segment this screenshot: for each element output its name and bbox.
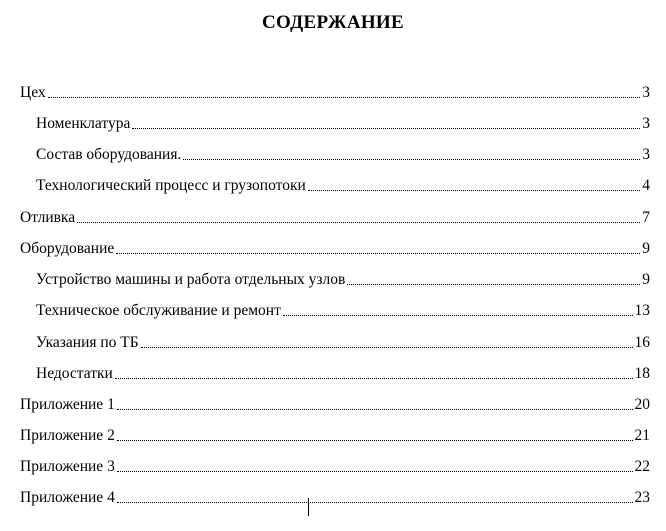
toc-entry[interactable] [36, 171, 650, 195]
toc-entry[interactable] [20, 390, 650, 414]
toc-entry-page: 23 [634, 489, 650, 506]
toc-leader-dots [347, 283, 640, 285]
toc-entry[interactable] [20, 483, 650, 507]
toc-entry[interactable] [36, 359, 650, 383]
toc-leader-dots [283, 314, 633, 316]
toc-entry-page: 3 [642, 115, 650, 132]
toc-entry-text: Отливка [20, 209, 76, 226]
toc-entry[interactable] [20, 452, 650, 476]
toc-entry-page: 16 [634, 334, 650, 351]
toc-entry-page: 4 [642, 177, 650, 194]
toc-entry[interactable] [20, 78, 650, 102]
toc-leader-dots [132, 127, 640, 129]
toc-leader-dots [77, 221, 640, 223]
toc-entry-text: Цех [20, 84, 46, 101]
toc-entry-page: 9 [642, 240, 650, 257]
toc-entry-page: 9 [642, 271, 650, 288]
toc-leader-dots [117, 470, 633, 472]
toc-entry-text: Приложение 4 [20, 489, 115, 506]
toc-entry-page: 3 [642, 146, 650, 163]
toc-entry-page: 13 [634, 302, 650, 319]
toc-leader-dots [117, 501, 633, 503]
toc-entry-page: 18 [634, 365, 650, 382]
toc-entry-text: Состав оборудования. [36, 146, 182, 163]
toc-entry-text: Устройство машины и работа отдельных узлов [36, 271, 346, 288]
toc-entry[interactable] [36, 265, 650, 289]
text-cursor [308, 498, 309, 516]
toc-entry-text: Недостатки [36, 365, 113, 382]
toc-entry-text: Техническое обслуживание и ремонт [36, 302, 281, 319]
toc-title: СОДЕРЖАНИЕ [262, 12, 404, 33]
toc-entry-text: Технологический процесс и грузопотоки [36, 177, 306, 194]
toc-leader-dots [115, 377, 633, 379]
toc-leader-dots [48, 96, 641, 98]
toc-entry-page: 7 [642, 209, 650, 226]
toc-entry-text: Приложение 3 [20, 458, 115, 475]
toc-entry[interactable] [36, 296, 650, 320]
toc-entry-text: Указания по ТБ [36, 334, 139, 351]
toc-leader-dots [116, 252, 640, 254]
toc-entry[interactable] [36, 140, 650, 164]
toc-leader-dots [183, 158, 640, 160]
toc-entry-text: Оборудование [20, 240, 115, 257]
toc-entry[interactable] [20, 203, 650, 227]
toc-entry[interactable] [20, 421, 650, 445]
toc-leader-dots [141, 346, 633, 348]
toc-leader-dots [117, 439, 633, 441]
toc-entry-text: Приложение 2 [20, 427, 115, 444]
toc-leader-dots [117, 408, 633, 410]
toc-entry-page: 20 [634, 396, 650, 413]
toc-entry-page: 21 [634, 427, 650, 444]
toc-entry[interactable] [20, 234, 650, 258]
toc-leader-dots [308, 189, 640, 191]
toc-entry-page: 3 [642, 84, 650, 101]
toc-entry-page: 22 [634, 458, 650, 475]
toc-entry[interactable] [36, 328, 650, 352]
toc-entry[interactable] [36, 109, 650, 133]
toc-entry-text: Приложение 1 [20, 396, 115, 413]
toc-entry-text: Номенклатура [36, 115, 131, 132]
